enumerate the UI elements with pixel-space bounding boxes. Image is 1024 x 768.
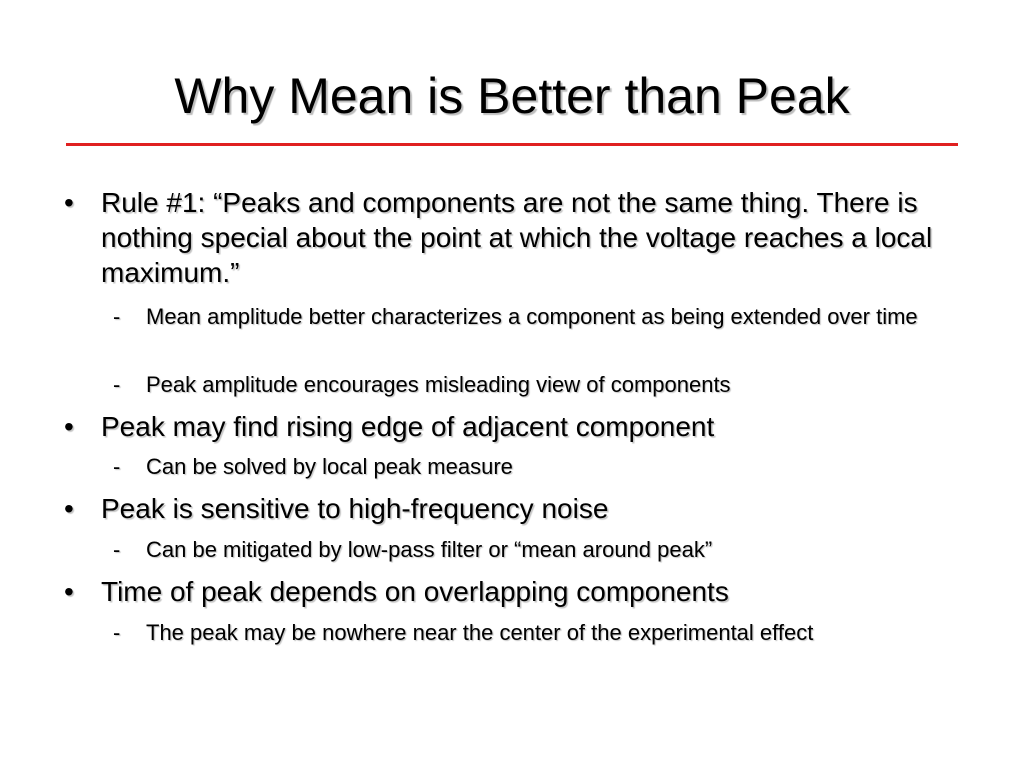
sub-bullet-item	[113, 370, 946, 400]
sub-bullet-text: Can be mitigated by low-pass filter or “mean around peak”	[146, 537, 713, 562]
dash-icon: -	[113, 304, 121, 329]
sub-bullet-item	[113, 302, 946, 332]
bullet-item	[64, 409, 961, 444]
bullet-text: Peak is sensitive to high-frequency noise	[101, 493, 609, 524]
bullet-icon: •	[64, 411, 74, 442]
bullet-item	[64, 185, 961, 290]
bullet-icon: •	[64, 493, 74, 524]
bullet-item	[64, 491, 961, 526]
sub-bullet-text: The peak may be nowhere near the center of the experimental effect	[146, 620, 814, 645]
bullet-icon: •	[64, 187, 74, 218]
bullet-icon: •	[64, 576, 74, 607]
title-divider	[66, 143, 958, 146]
sub-bullet-item	[113, 452, 946, 482]
dash-icon: -	[113, 454, 121, 479]
sub-bullet-text: Mean amplitude better characterizes a component as being extended over time	[146, 304, 918, 329]
sub-bullet-text: Peak amplitude encourages misleading view of components	[146, 372, 731, 397]
dash-icon: -	[113, 620, 121, 645]
bullet-text: Rule #1: “Peaks and components are not the same thing. There is nothing special about the point at which the voltage reaches a local maximum.”	[101, 187, 933, 288]
sub-bullet-item	[113, 618, 946, 648]
bullet-text: Peak may find rising edge of adjacent component	[101, 411, 715, 442]
sub-bullet-text: Can be solved by local peak measure	[146, 454, 513, 479]
dash-icon: -	[113, 372, 121, 397]
bullet-item	[64, 574, 961, 609]
slide-title: Why Mean is Better than Peak	[174, 68, 850, 124]
bullet-text: Time of peak depends on overlapping components	[101, 576, 729, 607]
dash-icon: -	[113, 537, 121, 562]
sub-bullet-item	[113, 535, 946, 565]
